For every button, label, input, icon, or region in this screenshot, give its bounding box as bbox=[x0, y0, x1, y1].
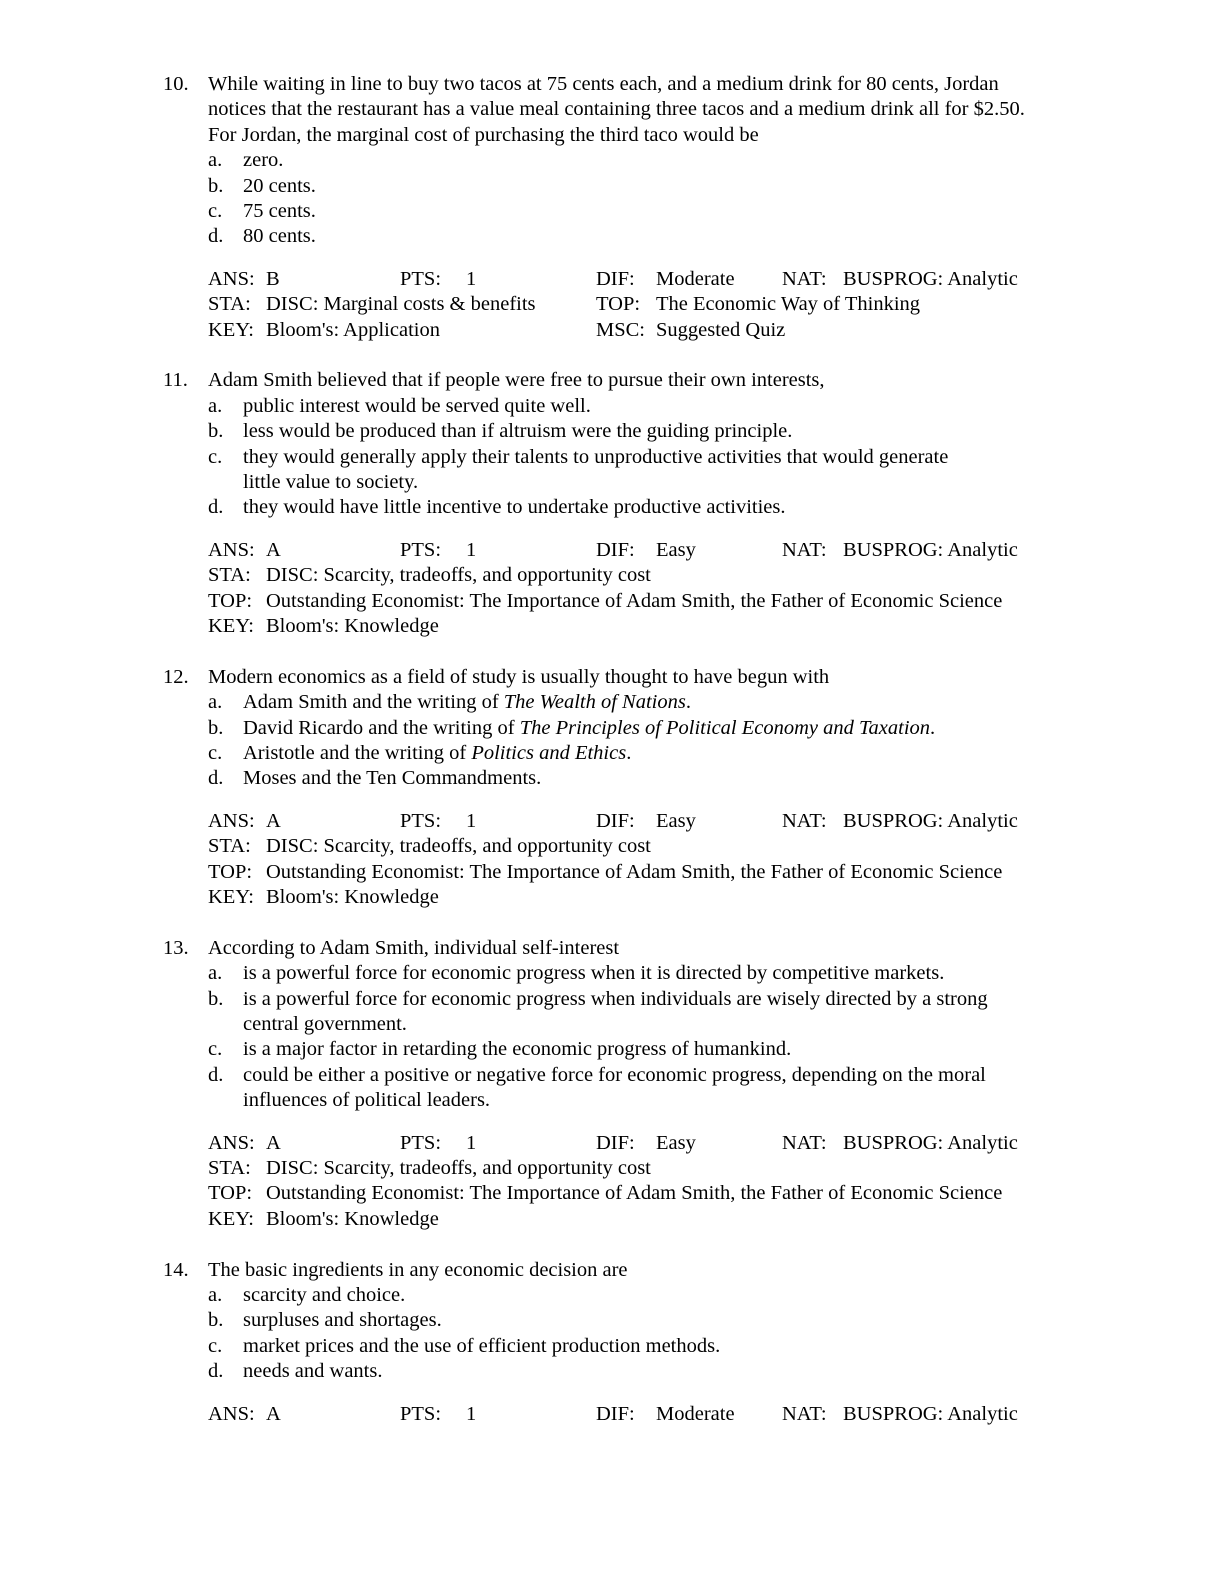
meta-value: 1 bbox=[466, 1402, 477, 1425]
stem-line: Adam Smith believed that if people were free to pursue their own interests, bbox=[208, 369, 825, 392]
meta-value: 1 bbox=[466, 267, 477, 290]
text-segment: is a powerful force for economic progress when individuals are wisely directed by a strong bbox=[243, 987, 988, 1010]
question-number: 12. bbox=[163, 665, 189, 688]
option-letter: c. bbox=[208, 1038, 223, 1061]
text-segment: could be either a positive or negative force for economic progress, depending on the moral bbox=[243, 1063, 986, 1086]
question-number: 10. bbox=[163, 73, 189, 95]
meta-label: TOP: bbox=[208, 1182, 253, 1205]
option-text bbox=[243, 1334, 1224, 1359]
meta-value: 1 bbox=[466, 1131, 477, 1154]
meta-value: A bbox=[266, 1131, 281, 1154]
option-line bbox=[243, 1012, 1224, 1037]
text-segment: less would be produced than if altruism were the guiding principle. bbox=[243, 420, 793, 443]
meta-value: BUSPROG: Analytic bbox=[843, 538, 1018, 561]
option-row bbox=[208, 1037, 1224, 1062]
question-stem bbox=[208, 1258, 1224, 1283]
document-page bbox=[163, 72, 1224, 1452]
meta-label: NAT: bbox=[782, 1402, 827, 1425]
option-row bbox=[208, 148, 1224, 173]
meta-label: DIF: bbox=[596, 538, 635, 561]
option-text bbox=[243, 495, 1224, 520]
meta-label: ANS: bbox=[208, 1131, 255, 1154]
text-segment: scarcity and choice. bbox=[243, 1283, 406, 1306]
meta-value: DISC: Scarcity, tradeoffs, and opportunity cost bbox=[266, 564, 651, 587]
option-row bbox=[208, 445, 1224, 496]
option-line bbox=[243, 394, 1224, 419]
meta-label: TOP: bbox=[208, 589, 253, 612]
meta-label: ANS: bbox=[208, 538, 255, 561]
option-text bbox=[243, 1063, 1224, 1114]
meta-label: STA: bbox=[208, 835, 251, 858]
meta-value: Easy bbox=[656, 809, 696, 832]
option-letter: b. bbox=[208, 716, 224, 739]
option-text bbox=[243, 1308, 1224, 1333]
meta-label: KEY: bbox=[208, 615, 254, 638]
meta-value: Outstanding Economist: The Importance of Adam Smith, the Father of Economic Science bbox=[266, 1182, 1003, 1205]
option-row bbox=[208, 987, 1224, 1038]
option-row bbox=[208, 741, 1224, 766]
text-segment: 80 cents. bbox=[243, 225, 316, 248]
meta-row bbox=[163, 1181, 1224, 1206]
meta-row bbox=[163, 267, 1224, 292]
option-line bbox=[243, 1308, 1224, 1333]
option-text bbox=[243, 987, 1224, 1038]
option-letter: a. bbox=[208, 1283, 223, 1306]
question-stem-row bbox=[163, 665, 1224, 690]
option-letter: b. bbox=[208, 1309, 224, 1332]
meta-value: DISC: Marginal costs & benefits bbox=[266, 293, 536, 316]
option-line bbox=[243, 1037, 1224, 1062]
option-letter: c. bbox=[208, 200, 223, 223]
meta-label: PTS: bbox=[400, 267, 442, 290]
stem-line: While waiting in line to buy two tacos at 75 cents each, and a medium drink for 80 cents, Jordan bbox=[208, 73, 999, 95]
question-stem bbox=[208, 368, 1224, 393]
question-stem bbox=[208, 936, 1224, 961]
meta-label: ANS: bbox=[208, 1402, 255, 1425]
option-row bbox=[208, 766, 1224, 791]
stem-line: Modern economics as a field of study is usually thought to have begun with bbox=[208, 665, 830, 688]
meta-label: KEY: bbox=[208, 886, 254, 908]
text-segment: little value to society. bbox=[243, 471, 419, 494]
meta-label: NAT: bbox=[782, 538, 827, 561]
option-text bbox=[243, 961, 1224, 986]
option-letter: a. bbox=[208, 394, 223, 417]
option-letter: d. bbox=[208, 496, 224, 519]
meta-label: PTS: bbox=[400, 538, 442, 561]
text-segment: they would have little incentive to undertake productive activities. bbox=[243, 496, 786, 519]
option-letter: a. bbox=[208, 962, 223, 985]
option-row bbox=[208, 1359, 1224, 1384]
option-line bbox=[243, 495, 1224, 520]
option-line bbox=[243, 1088, 1224, 1113]
meta-value: 1 bbox=[466, 538, 477, 561]
meta-label: NAT: bbox=[782, 809, 827, 832]
option-line bbox=[243, 766, 1224, 791]
answer-metadata bbox=[163, 809, 1224, 911]
meta-row bbox=[163, 834, 1224, 859]
option-line bbox=[243, 470, 1224, 495]
meta-value: Bloom's: Knowledge bbox=[266, 615, 439, 638]
italic-text-segment: The Wealth of Nations bbox=[503, 691, 686, 714]
option-letter: b. bbox=[208, 987, 224, 1010]
text-segment: . bbox=[685, 691, 691, 714]
meta-label: STA: bbox=[208, 1157, 251, 1180]
option-text bbox=[243, 1037, 1224, 1062]
option-row bbox=[208, 716, 1224, 741]
question-number: 11. bbox=[163, 369, 188, 392]
meta-label: STA: bbox=[208, 564, 251, 587]
option-row bbox=[208, 1063, 1224, 1114]
meta-label: NAT: bbox=[782, 267, 827, 290]
text-segment: is a powerful force for economic progress when it is directed by competitive markets. bbox=[243, 962, 945, 985]
option-line bbox=[243, 1359, 1224, 1384]
text-segment: 75 cents. bbox=[243, 200, 316, 223]
meta-label: PTS: bbox=[400, 1131, 442, 1154]
meta-value: Moderate bbox=[656, 1402, 735, 1425]
meta-value: A bbox=[266, 538, 281, 561]
stem-line: notices that the restaurant has a value meal containing three tacos and a medium drink all for $2.50. bbox=[208, 98, 1025, 121]
question-stem-row bbox=[163, 368, 1224, 393]
text-segment: Moses and the Ten Commandments. bbox=[243, 767, 542, 790]
text-segment: zero. bbox=[243, 149, 284, 172]
question-stem-row bbox=[163, 936, 1224, 961]
question bbox=[163, 368, 1224, 639]
meta-value: A bbox=[266, 809, 281, 832]
option-row bbox=[208, 690, 1224, 715]
meta-row bbox=[163, 538, 1224, 563]
meta-label: DIF: bbox=[596, 1402, 635, 1425]
option-line bbox=[243, 419, 1224, 444]
option-letter: a. bbox=[208, 149, 223, 172]
question-stem-row bbox=[163, 72, 1224, 148]
option-text bbox=[243, 1359, 1224, 1384]
option-letter: d. bbox=[208, 1360, 224, 1383]
option-row bbox=[208, 199, 1224, 224]
meta-row bbox=[163, 860, 1224, 885]
option-letter: b. bbox=[208, 420, 224, 443]
text-segment: Adam Smith and the writing of bbox=[243, 691, 504, 714]
option-row bbox=[208, 495, 1224, 520]
option-text bbox=[243, 445, 1224, 496]
question-stem bbox=[208, 72, 1224, 148]
question bbox=[163, 72, 1224, 343]
meta-value: BUSPROG: Analytic bbox=[843, 809, 1018, 832]
question bbox=[163, 936, 1224, 1232]
meta-row bbox=[163, 292, 1224, 317]
meta-value: BUSPROG: Analytic bbox=[843, 267, 1018, 290]
option-line bbox=[243, 224, 1224, 249]
option-row bbox=[208, 224, 1224, 249]
option-row bbox=[208, 174, 1224, 199]
meta-value: B bbox=[266, 267, 280, 290]
option-letter: c. bbox=[208, 742, 223, 765]
meta-value: Bloom's: Knowledge bbox=[266, 886, 439, 908]
meta-value: Suggested Quiz bbox=[656, 318, 786, 341]
meta-value: BUSPROG: Analytic bbox=[843, 1131, 1018, 1154]
option-line bbox=[243, 1334, 1224, 1359]
option-row bbox=[208, 394, 1224, 419]
option-line bbox=[243, 174, 1224, 199]
text-segment: surpluses and shortages. bbox=[243, 1309, 442, 1332]
meta-value: Outstanding Economist: The Importance of Adam Smith, the Father of Economic Science bbox=[266, 589, 1003, 612]
option-line bbox=[243, 148, 1224, 173]
meta-label: KEY: bbox=[208, 318, 254, 341]
question-stem bbox=[208, 665, 1224, 690]
option-letter: d. bbox=[208, 767, 224, 790]
meta-row bbox=[163, 1207, 1224, 1232]
question-stem-row bbox=[163, 1258, 1224, 1283]
italic-text-segment: Politics and Ethics bbox=[471, 742, 627, 765]
meta-value: Bloom's: Knowledge bbox=[266, 1207, 439, 1230]
meta-label: ANS: bbox=[208, 267, 255, 290]
meta-row bbox=[163, 809, 1224, 834]
meta-label: DIF: bbox=[596, 1131, 635, 1154]
option-text bbox=[243, 224, 1224, 249]
option-line bbox=[243, 199, 1224, 224]
meta-row bbox=[163, 563, 1224, 588]
option-line bbox=[243, 741, 1224, 766]
text-segment: David Ricardo and the writing of bbox=[243, 716, 520, 739]
option-row bbox=[208, 1334, 1224, 1359]
question-number: 13. bbox=[163, 936, 189, 959]
meta-label: TOP: bbox=[208, 860, 253, 883]
option-line bbox=[243, 716, 1224, 741]
option-line bbox=[243, 1063, 1224, 1088]
option-row bbox=[208, 1283, 1224, 1308]
question bbox=[163, 665, 1224, 911]
meta-label: DIF: bbox=[596, 267, 635, 290]
meta-value: Bloom's: Application bbox=[266, 318, 440, 341]
text-segment: needs and wants. bbox=[243, 1360, 383, 1383]
text-segment: is a major factor in retarding the economic progress of humankind. bbox=[243, 1038, 792, 1061]
option-letter: c. bbox=[208, 445, 223, 468]
meta-value: 1 bbox=[466, 809, 477, 832]
question-number: 14. bbox=[163, 1258, 189, 1281]
meta-row bbox=[163, 589, 1224, 614]
option-letter: c. bbox=[208, 1334, 223, 1357]
meta-label: MSC: bbox=[596, 318, 645, 341]
meta-row bbox=[163, 1402, 1224, 1427]
text-segment: Aristotle and the writing of bbox=[243, 742, 472, 765]
answer-metadata bbox=[163, 1402, 1224, 1427]
option-letter: d. bbox=[208, 225, 224, 248]
meta-value: Easy bbox=[656, 1131, 696, 1154]
option-text bbox=[243, 199, 1224, 224]
meta-row bbox=[163, 1131, 1224, 1156]
option-row bbox=[208, 1308, 1224, 1333]
option-letter: d. bbox=[208, 1063, 224, 1086]
meta-value: Moderate bbox=[656, 267, 735, 290]
meta-value: DISC: Scarcity, tradeoffs, and opportunity cost bbox=[266, 1157, 651, 1180]
option-text bbox=[243, 1283, 1224, 1308]
text-segment: . bbox=[930, 716, 936, 739]
meta-label: TOP: bbox=[596, 293, 641, 316]
meta-label: PTS: bbox=[400, 1402, 442, 1425]
meta-label: KEY: bbox=[208, 1207, 254, 1230]
stem-line: The basic ingredients in any economic decision are bbox=[208, 1258, 628, 1281]
option-letter: a. bbox=[208, 691, 223, 714]
text-segment: they would generally apply their talents to unproductive activities that would generate bbox=[243, 445, 949, 468]
option-text bbox=[243, 174, 1224, 199]
option-line bbox=[243, 445, 1224, 470]
option-text bbox=[243, 394, 1224, 419]
meta-row bbox=[163, 1156, 1224, 1181]
option-line bbox=[243, 690, 1224, 715]
text-segment: influences of political leaders. bbox=[243, 1089, 491, 1112]
meta-value: DISC: Scarcity, tradeoffs, and opportunity cost bbox=[266, 835, 651, 858]
option-row bbox=[208, 419, 1224, 444]
meta-row bbox=[163, 614, 1224, 639]
option-text bbox=[243, 148, 1224, 173]
stem-line: For Jordan, the marginal cost of purchasing the third taco would be bbox=[208, 123, 759, 146]
italic-text-segment: The Principles of Political Economy and Taxation bbox=[519, 716, 931, 739]
meta-row bbox=[163, 885, 1224, 910]
meta-value: Easy bbox=[656, 538, 696, 561]
stem-line: According to Adam Smith, individual self-interest bbox=[208, 936, 620, 959]
option-row bbox=[208, 961, 1224, 986]
option-line bbox=[243, 987, 1224, 1012]
question bbox=[163, 1258, 1224, 1427]
meta-value: A bbox=[266, 1402, 281, 1425]
meta-label: STA: bbox=[208, 293, 251, 316]
meta-label: ANS: bbox=[208, 809, 255, 832]
meta-value: The Economic Way of Thinking bbox=[656, 293, 921, 316]
text-segment: public interest would be served quite well. bbox=[243, 394, 591, 417]
answer-metadata bbox=[163, 1131, 1224, 1233]
option-letter: b. bbox=[208, 174, 224, 197]
option-text bbox=[243, 419, 1224, 444]
option-text bbox=[243, 766, 1224, 791]
meta-row bbox=[163, 318, 1224, 343]
meta-label: PTS: bbox=[400, 809, 442, 832]
meta-label: DIF: bbox=[596, 809, 635, 832]
option-line bbox=[243, 1283, 1224, 1308]
option-text bbox=[243, 690, 1224, 715]
meta-label: NAT: bbox=[782, 1131, 827, 1154]
text-segment: central government. bbox=[243, 1013, 407, 1035]
answer-metadata bbox=[163, 538, 1224, 640]
text-segment: . bbox=[626, 742, 632, 765]
option-text bbox=[243, 741, 1224, 766]
text-segment: 20 cents. bbox=[243, 174, 316, 197]
meta-value: BUSPROG: Analytic bbox=[843, 1402, 1018, 1425]
meta-value: Outstanding Economist: The Importance of Adam Smith, the Father of Economic Science bbox=[266, 860, 1003, 883]
option-line bbox=[243, 961, 1224, 986]
option-text bbox=[243, 716, 1224, 741]
text-segment: market prices and the use of efficient production methods. bbox=[243, 1334, 721, 1357]
answer-metadata bbox=[163, 267, 1224, 343]
